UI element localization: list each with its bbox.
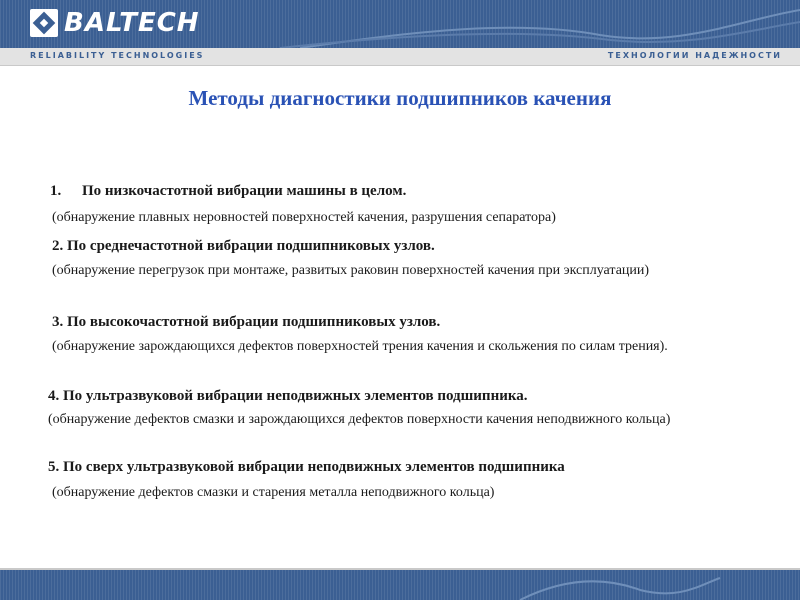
brand-name: BALTECH	[64, 8, 200, 38]
subheader-bar	[0, 48, 800, 66]
item-3-heading: 3. По высокочастотной вибрации подшипниковых узлов.	[52, 314, 441, 330]
tagline-russian: ТЕХНОЛОГИИ НАДЕЖНОСТИ	[607, 51, 782, 60]
footer-bar	[0, 570, 800, 600]
item-2-description: (обнаружение перегрузок при монтаже, развитых раковин поверхностей качения при эксплуатации)	[52, 263, 650, 278]
item-5-heading: 5. По сверх ультразвуковой вибрации неподвижных элементов подшипника	[48, 459, 565, 475]
item-4-heading: 4. По ультразвуковой вибрации неподвижных элементов подшипника.	[48, 388, 528, 404]
item-4-description: (обнаружение дефектов смазки и зарождающихся дефектов поверхности качения неподвижного кольца)	[48, 412, 671, 427]
footer-wave-decoration	[0, 570, 800, 600]
tagline-english: RELIABILITY TECHNOLOGIES	[30, 51, 205, 60]
slide-title: Методы диагностики подшипников качения	[188, 86, 612, 110]
item-1-number: 1.	[50, 183, 62, 199]
header-bar	[0, 0, 800, 48]
brand-logo	[30, 8, 200, 38]
item-3-description: (обнаружение зарождающихся дефектов поверхностей трения качения и скольжения по силам трения).	[52, 339, 668, 354]
item-1-heading: По низкочастотной вибрации машины в целом.	[82, 183, 407, 199]
item-1-description: (обнаружение плавных неровностей поверхностей качения, разрушения сепаратора)	[52, 210, 556, 225]
item-5-description: (обнаружение дефектов смазки и старения металла неподвижного кольца)	[52, 485, 495, 500]
item-2-heading: 2. По среднечастотной вибрации подшипниковых узлов.	[52, 238, 435, 254]
baltech-diamond-logo-icon	[30, 9, 58, 37]
